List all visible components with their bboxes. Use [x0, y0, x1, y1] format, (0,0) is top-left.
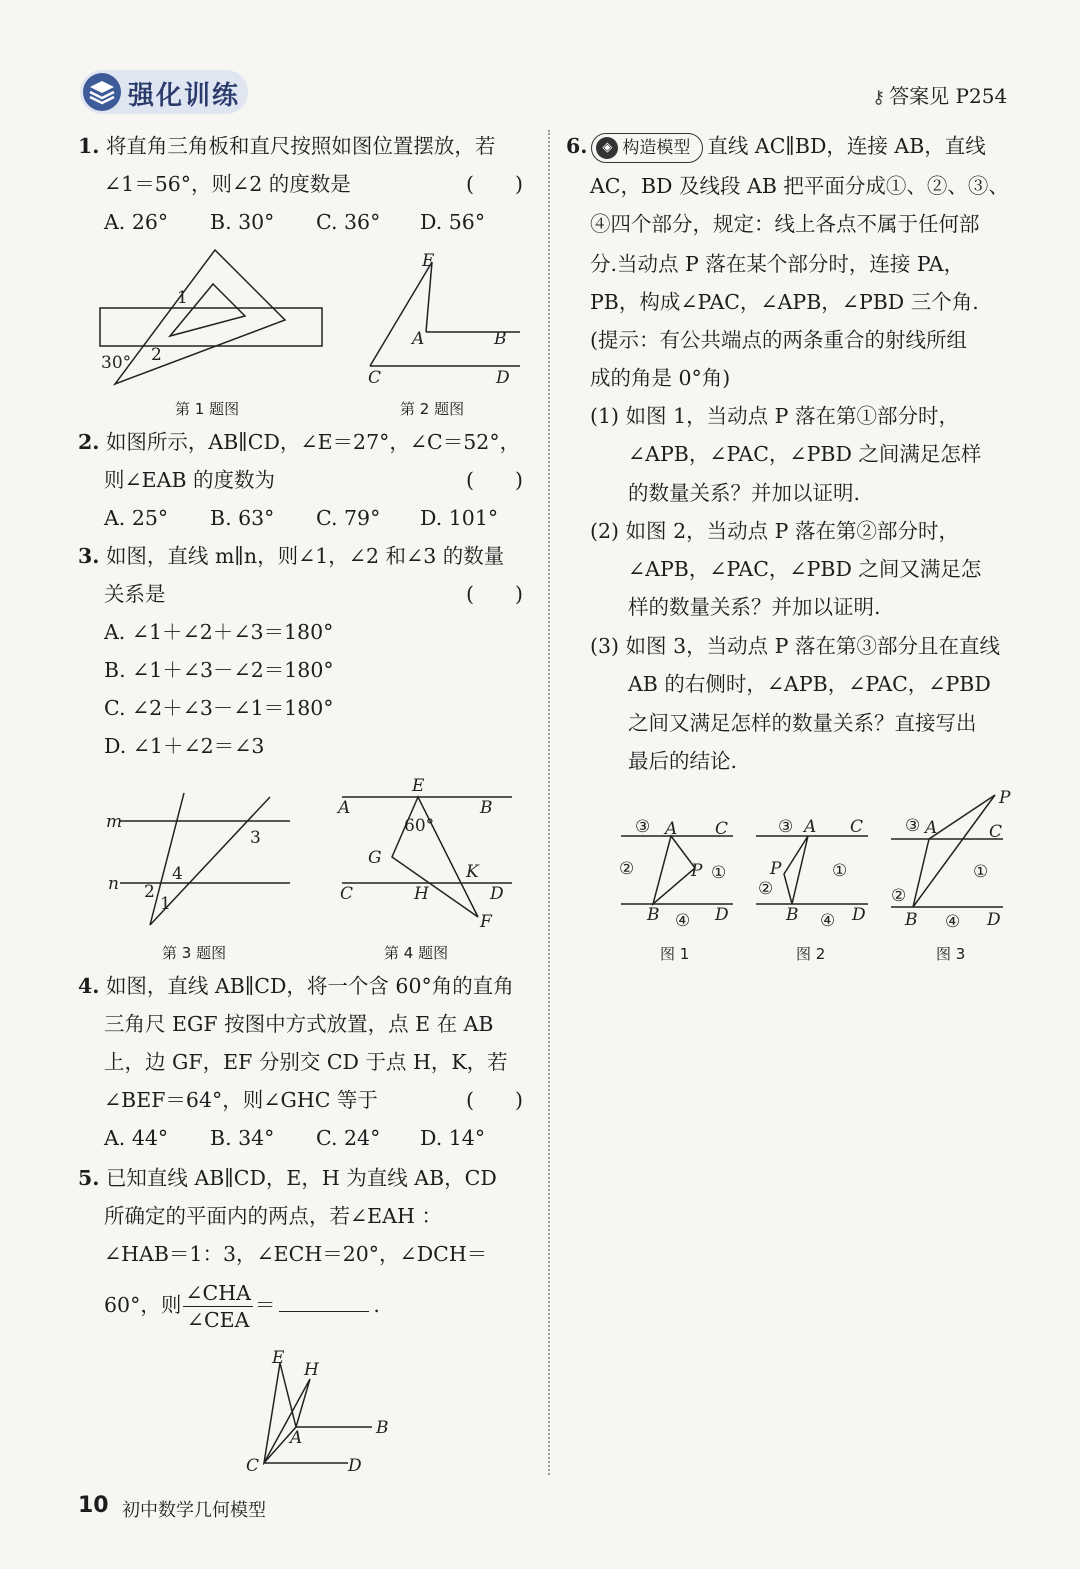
fig1-region-1: ① [711, 863, 727, 883]
q2-label-C: C [368, 368, 382, 388]
q3-caption: 第 3 题图 [162, 944, 227, 962]
q6-line5: PB，构成∠PAC，∠APB，∠PBD 三个角. [590, 290, 979, 314]
q3-line2: 关系是 ( ) [104, 582, 523, 606]
q4-line1: 4. 如图，直线 AB∥CD，将一个含 60°角的直角 [78, 974, 514, 998]
fig3-region-1: ① [973, 862, 989, 882]
fig2-label-P: P [770, 859, 782, 879]
q4-label-60: 60° [404, 816, 435, 836]
key-icon: ⚷ [872, 87, 886, 108]
q2-option-d: D. 101° [420, 506, 499, 530]
q4-line2: 三角尺 EGF 按图中方式放置，点 E 在 AB [104, 1012, 494, 1036]
q1-option-d: D. 56° [420, 210, 486, 234]
q4-line3: 上，边 GF，EF 分别交 CD 于点 H，K，若 [104, 1050, 508, 1074]
q3-option-a: A. ∠1＋∠2＋∠3＝180° [104, 620, 334, 644]
q1-label-2: 2 [151, 345, 162, 365]
model-tag: ◈ 构造模型 [591, 133, 703, 163]
q6-fig1-caption: 图 1 [660, 945, 690, 963]
q4-label-F: F [480, 912, 492, 932]
book-title: 初中数学几何模型 [122, 1500, 266, 1521]
q3-option-d: D. ∠1＋∠2＝∠3 [104, 734, 265, 758]
q3-label-n: n [108, 874, 119, 894]
q4-label-C: C [340, 884, 354, 904]
q1-label-1: 1 [177, 288, 188, 308]
stack-layers-icon [82, 72, 122, 112]
q6-part2-line3: 样的数量关系？并加以证明. [628, 595, 881, 619]
q6-part3-line3: 之间又满足怎样的数量关系？直接写出 [628, 711, 977, 735]
q1-label-30: 30° [101, 353, 132, 373]
fig3-region-4: ④ [945, 912, 961, 932]
q2-option-c: C. 79° [316, 506, 381, 530]
fig2-region-2: ② [758, 879, 774, 899]
q5-line1: 5. 已知直线 AB∥CD，E，H 为直线 AB，CD [78, 1166, 497, 1190]
q2-label-D: D [496, 368, 510, 388]
fig3-label-B: B [905, 910, 918, 930]
q5-label-A: A [290, 1428, 303, 1448]
q4-option-b: B. 34° [210, 1126, 275, 1150]
answer-reference: ⚷ 答案见 P254 [872, 84, 1008, 108]
q4-label-K: K [466, 862, 479, 882]
q3-label-m: m [106, 812, 123, 832]
fig1-region-4: ④ [675, 911, 691, 930]
q6-line4: 分.当动点 P 落在某个部分时，连接 PA， [590, 252, 965, 276]
q5-label-B: B [376, 1418, 389, 1438]
page-number: 10 [78, 1493, 109, 1518]
q4-caption: 第 4 题图 [384, 944, 449, 962]
q5-line3: ∠HAB＝1：3，∠ECH＝20°，∠DCH＝ [104, 1242, 488, 1266]
q6-part2-line2: ∠APB，∠PAC，∠PBD 之间又满足怎 [628, 557, 982, 581]
q3-label-3: 3 [250, 828, 261, 848]
q1-option-a: A. 26° [104, 210, 169, 234]
q5-label-D: D [348, 1456, 362, 1476]
q6-line6: (提示：有公共端点的两条重合的射线所组 [590, 328, 967, 352]
q1-figure [95, 240, 335, 390]
fig2-region-4: ④ [820, 911, 836, 930]
q1-line1: 1. 将直角三角板和直尺按照如图位置摆放，若 [78, 134, 496, 158]
q3-option-b: B. ∠1＋∠3－∠2＝180° [104, 658, 334, 682]
q2-label-A: A [412, 329, 425, 349]
q4-label-D: D [490, 884, 504, 904]
q6-line7: 成的角是 0°角) [590, 366, 731, 390]
q2-option-a: A. 25° [104, 506, 169, 530]
q4-label-H: H [414, 884, 429, 904]
q5-answer-blank[interactable] [279, 1311, 369, 1312]
fig2-label-D: D [852, 905, 866, 925]
q2-line2: 则∠EAB 的度数为 ( ) [104, 468, 523, 492]
fig1-region-2: ② [619, 859, 635, 879]
fig1-label-P: P [691, 861, 703, 881]
q3-figure [100, 785, 300, 935]
q5-figure [240, 1345, 410, 1480]
q6-part1-line1: (1) 如图 1，当动点 P 落在第①部分时， [590, 404, 959, 428]
fig3-label-D: D [987, 910, 1001, 930]
q5-label-H: H [304, 1360, 319, 1380]
fig2-region-3: ③ [778, 817, 794, 837]
fig2-label-B: B [786, 905, 799, 925]
fig1-label-C: C [715, 819, 729, 839]
q6-part3-line4: 最后的结论. [628, 749, 738, 773]
q6-part2-line1: (2) 如图 2，当动点 P 落在第②部分时， [590, 519, 959, 543]
fig1-label-B: B [647, 905, 660, 925]
fig2-label-A: A [804, 817, 817, 837]
q3-label-1: 1 [160, 894, 171, 914]
fig3-label-P: P [999, 788, 1011, 808]
q6-fig2-caption: 图 2 [796, 945, 826, 963]
fig3-region-2: ② [891, 886, 907, 906]
q3-label-2: 2 [144, 882, 155, 902]
q4-label-E: E [412, 776, 425, 796]
q2-caption: 第 2 题图 [400, 400, 465, 418]
q4-option-a: A. 44° [104, 1126, 169, 1150]
q4-option-c: C. 24° [316, 1126, 381, 1150]
q6-part1-line2: ∠APB，∠PAC，∠PBD 之间满足怎样 [628, 442, 982, 466]
q6-part3-line1: (3) 如图 3，当动点 P 落在第③部分且在直线 [590, 634, 1000, 658]
column-divider [548, 130, 550, 1475]
q5-fraction: $\frac{\text{∠CHA}}{\text{∠CEA}}$ [185, 1281, 251, 1332]
q6-part3-line2: AB 的右侧时，∠APB，∠PAC，∠PBD [628, 672, 991, 696]
fig3-region-3: ③ [905, 816, 921, 836]
q1-caption: 第 1 题图 [175, 400, 240, 418]
q5-line4: 60°，则 $\frac{\text{∠CHA}}{\text{∠CEA}}$ ＝ . [104, 1281, 380, 1332]
q5-label-E: E [272, 1348, 285, 1368]
q6-figure-1 [615, 810, 740, 930]
q6-line3: ④四个部分，规定：线上各点不属于任何部 [590, 212, 980, 236]
section-title: 强化训练 [128, 81, 241, 111]
q4-option-d: D. 14° [420, 1126, 486, 1150]
q5-label-C: C [246, 1456, 260, 1476]
q4-label-A: A [338, 798, 351, 818]
fig1-region-3: ③ [635, 817, 651, 837]
fig3-label-A: A [925, 818, 938, 838]
fig2-label-C: C [850, 817, 864, 837]
fig2-region-1: ① [832, 861, 848, 881]
q1-option-b: B. 30° [210, 210, 275, 234]
q4-label-B: B [480, 798, 493, 818]
q2-label-B: B [494, 329, 507, 349]
q6-line2: AC，BD 及线段 AB 把平面分成①、②、③、 [590, 174, 1009, 198]
q6-figure-3 [885, 785, 1020, 935]
q2-line1: 2. 如图所示，AB∥CD，∠E＝27°，∠C＝52°， [78, 430, 521, 454]
cube-icon: ◈ [596, 137, 618, 159]
q6-figure-2 [750, 810, 875, 930]
q3-line1: 3. 如图，直线 m∥n，则∠1，∠2 和∠3 的数量 [78, 544, 505, 568]
q5-line2: 所确定的平面内的两点，若∠EAH ： [104, 1204, 442, 1228]
q4-figure [332, 775, 532, 935]
q6-fig3-caption: 图 3 [936, 945, 966, 963]
q6-part1-line3: 的数量关系？并加以证明. [628, 481, 861, 505]
q1-option-c: C. 36° [316, 210, 381, 234]
q2-label-E: E [422, 251, 435, 271]
fig1-label-D: D [715, 905, 729, 925]
q3-option-c: C. ∠2＋∠3－∠1＝180° [104, 696, 334, 720]
q4-line4: ∠BEF＝64°，则∠GHC 等于 ( ) [104, 1088, 523, 1112]
q3-label-4: 4 [172, 864, 183, 884]
q4-label-G: G [368, 848, 382, 868]
q2-figure [360, 248, 535, 388]
fig3-label-C: C [989, 822, 1003, 842]
q6-line1: 6. ◈ 构造模型 直线 AC∥BD，连接 AB，直线 [566, 127, 986, 165]
q1-line2: ∠1＝56°，则∠2 的度数是 ( ) [104, 172, 523, 196]
fig1-label-A: A [665, 819, 678, 839]
q2-option-b: B. 63° [210, 506, 275, 530]
